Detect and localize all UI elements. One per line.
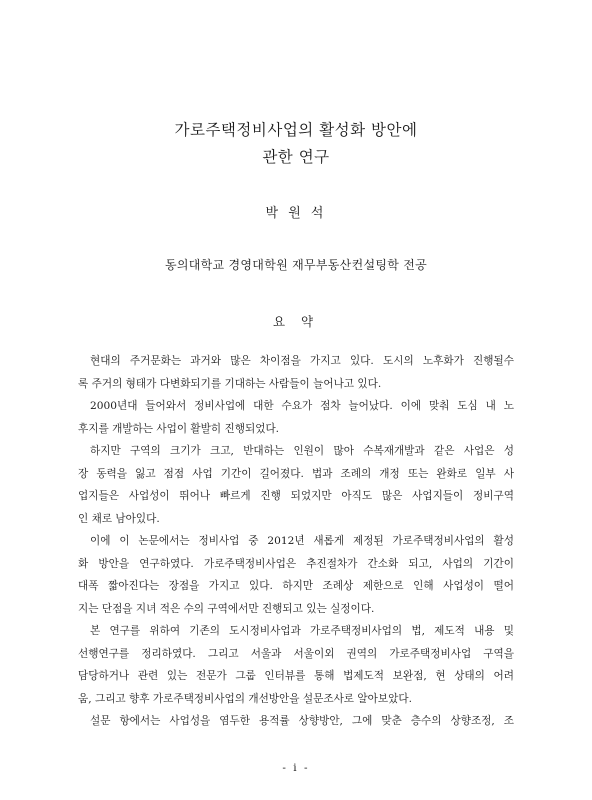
paragraph-line: 대폭 짧아진다는 장점을 가지고 있다. 하지만 조례상 제한으로 인해 사업성이 떨어 (78, 580, 514, 592)
abstract-paragraph (78, 350, 514, 395)
paper-title-line-2: 관한 연구 (262, 148, 330, 166)
paragraph-line: 지는 단점을 지녀 적은 수의 구역에서만 진행되고 있는 실정이다. (78, 602, 375, 615)
paragraph-line: 이에 이 논문에서는 정비사업 중 2012년 새롭게 제정된 가로주택정비사업의 활성 (90, 535, 514, 547)
paragraph-line: 인 채로 남아있다. (78, 512, 160, 525)
abstract-paragraph (78, 620, 514, 710)
author-name: 박 원 석 (265, 206, 327, 221)
paragraph-line: 본 연구를 위하여 기존의 도시정비사업과 가로주택정비사업의 법, 제도적 내용 및 (90, 625, 514, 637)
abstract-paragraph (78, 440, 514, 530)
paragraph-line: 현대의 주거문화는 과거와 많은 차이점을 가지고 있다. 도시의 노후화가 진행될수 (90, 355, 514, 367)
paragraph-line: 록 주거의 형태가 다변화되기를 기대하는 사람들이 늘어나고 있다. (78, 377, 382, 390)
paragraph-line: 설문 항에서는 사업성을 염두한 용적률 상향방안, 그에 맞춘 층수의 상향조정, 조 (90, 715, 514, 727)
page-number: - i - (282, 762, 310, 774)
paragraph-line: 담당하거나 관련 있는 전문가 그룹 인터뷰를 통해 법제도적 보완점, 현 상태의 어려 (78, 670, 514, 682)
paragraph-line: 선행연구를 정리하였다. 그리고 서울과 서울이외 권역의 가로주택정비사업 구역을 (78, 647, 514, 660)
author-affiliation: 동의대학교 경영대학원 재무부동산컨설팅학 전공 (164, 258, 428, 272)
paragraph-line: 하지만 구역의 크기가 크고, 반대하는 인원이 많아 수복재개발과 같은 사업은 성 (90, 445, 514, 457)
abstract-paragraph (78, 710, 514, 733)
paragraph-line: 화 방안을 연구하였다. 가로주택정비사업은 추진절차가 간소화 되고, 사업의 기간이 (78, 557, 514, 570)
paragraph-line: 2000년대 들어와서 정비사업에 대한 수요가 점차 늘어났다. 이에 맞춰 도심 내 노 (90, 400, 514, 412)
abstract-heading: 요 약 (272, 314, 320, 329)
paragraph-line: 업지들은 사업성이 뛰어나 빠르게 진행 되었지만 아직도 많은 사업지들이 정비구역 (78, 490, 514, 502)
abstract-paragraph (78, 530, 514, 620)
paragraph-line: 움, 그리고 향후 가로주택정비사업의 개선방안을 설문조사로 알아보았다. (78, 692, 412, 705)
abstract-paragraph (78, 395, 514, 440)
paragraph-line: 후지를 개발하는 사업이 활발히 진행되었다. (78, 422, 280, 435)
paper-title-line-1: 가로주택정비사업의 활성화 방안에 (174, 121, 418, 139)
paragraph-line: 장 동력을 잃고 점점 사업 기간이 길어졌다. 법과 조례의 개정 또는 완화로 일부 사 (78, 467, 514, 480)
abstract-body (78, 350, 514, 733)
